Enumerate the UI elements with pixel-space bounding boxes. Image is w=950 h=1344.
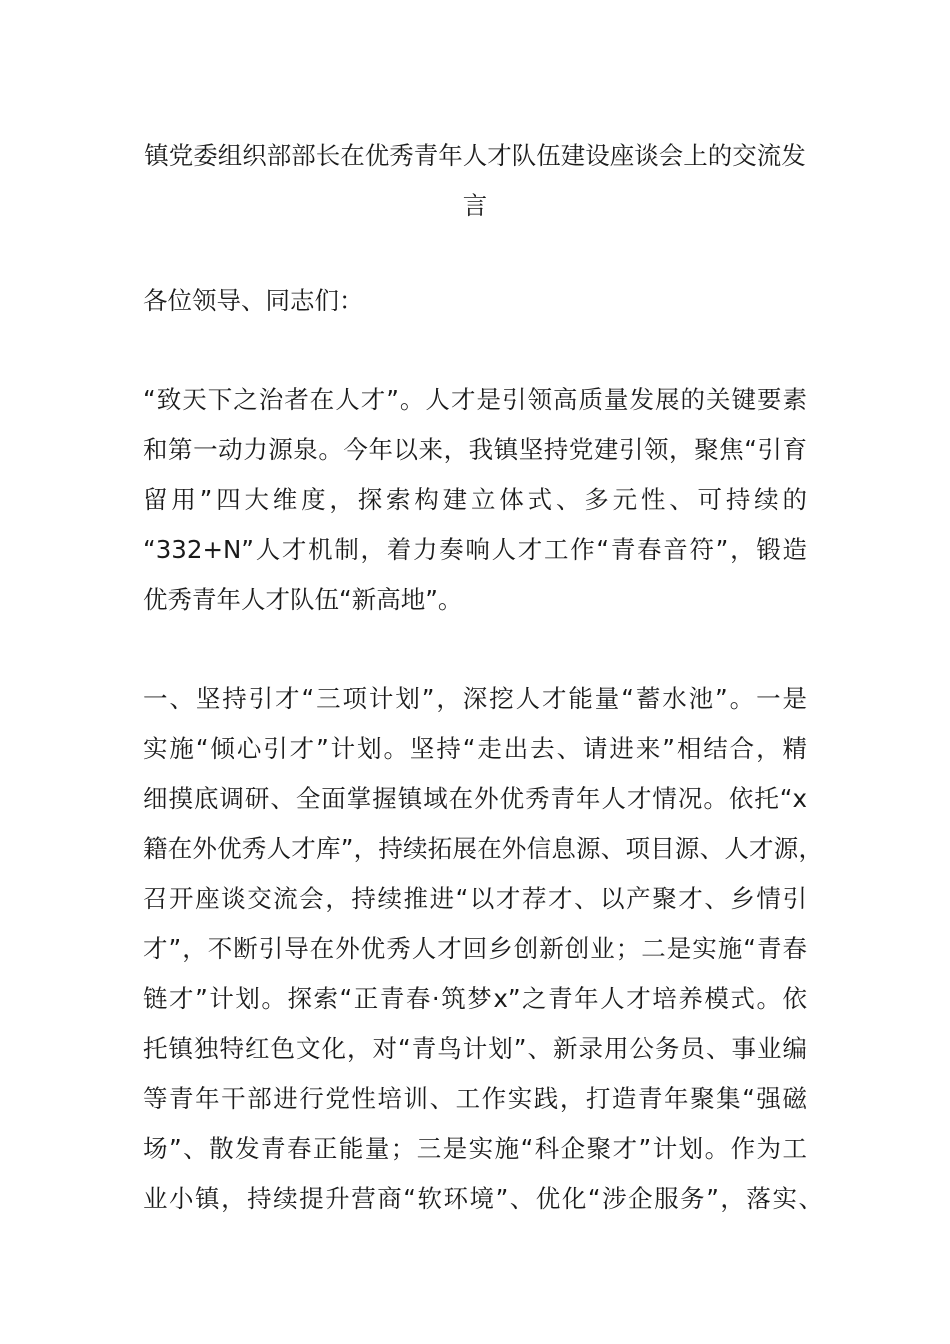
salutation: 各位领导、同志们： (143, 286, 364, 315)
paragraph-line: 托镇独特红色文化，对“青鸟计划”、新录用公务员、事业编 (143, 1034, 807, 1063)
paragraph-line: 籍在外优秀人才库”，持续拓展在外信息源、项目源、人才源， (143, 834, 823, 863)
paragraph-line: 业小镇，持续提升营商“软环境”、优化“涉企服务”，落实、 (143, 1184, 823, 1213)
document-title: 镇党委组织部部长在优秀青年人才队伍建设座谈会上的交流发言 (144, 141, 806, 220)
paragraph-line: “致天下之治者在人才”。人才是引领高质量发展的关键要素 (143, 385, 807, 414)
paragraph-line: 场”、散发青春正能量；三是实施“科企聚才”计划。作为工 (143, 1134, 807, 1163)
paragraph-line: 和第一动力源泉。今年以来，我镇坚持党建引领，聚焦“引育 (143, 435, 807, 464)
paragraph-line: “332+N”人才机制，着力奏响人才工作“青春音符”，锻造 (143, 535, 807, 564)
paragraph-line: 才”，不断引导在外优秀人才回乡创新创业；二是实施“青春 (143, 934, 807, 963)
paragraph-line: 细摸底调研、全面掌握镇域在外优秀青年人才情况。依托“x (143, 784, 807, 813)
paragraph-line: 一、坚持引才“三项计划”，深挖人才能量“蓄水池”。一是 (143, 684, 807, 713)
paragraph-line: 留用”四大维度，探索构建立体式、多元性、可持续的 (143, 485, 807, 514)
paragraph-line: 实施“倾心引才”计划。坚持“走出去、请进来”相结合，精 (143, 734, 807, 763)
paragraph-line: 链才”计划。探索“正青春·筑梦x”之青年人才培养模式。依 (143, 984, 807, 1013)
paragraph-line: 优秀青年人才队伍“新高地”。 (143, 585, 463, 614)
paragraph-line: 等青年干部进行党性培训、工作实践，打造青年聚集“强磁 (143, 1084, 807, 1113)
paragraph-line: 召开座谈交流会，持续推进“以才荐才、以产聚才、乡情引 (143, 884, 807, 913)
